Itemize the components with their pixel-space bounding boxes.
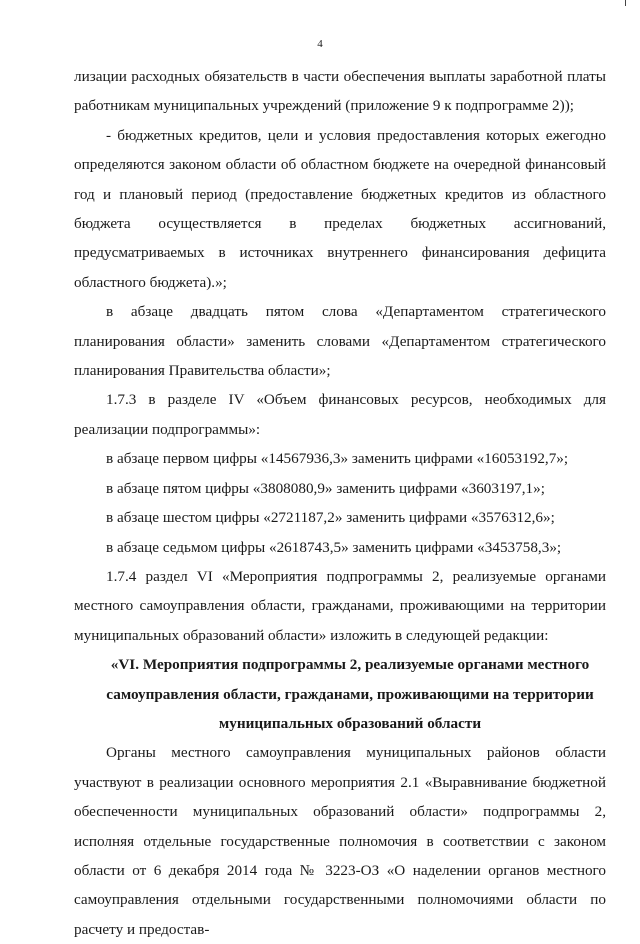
paragraph-1-7-3: 1.7.3 в разделе IV «Объем финансовых ресурсов, необходимых для реализации подпрограммы»: <box>74 391 606 438</box>
paragraph-budget-credits: - бюджетных кредитов, цели и условия предоставления которых ежегодно определяются законом области об областном бюджете на очередной финансовый год и плановый период (предоставление бюджетных кредитов из областного бюджета осуществляется в пределах бюджетных ассигнований, предусматриваемых в источниках внутреннего финансирования дефицита областного бюджета).»; <box>74 126 606 291</box>
paragraph-abzac-sixth: в абзаце шестом цифры «2721187,2» заменить цифрами «3576312,6»; <box>106 509 555 527</box>
section-heading: «VI. Мероприятия подпрограммы 2, реализуемые органами местного самоуправления области, гражданами, проживающими на территории муниципальных образований области <box>106 656 594 732</box>
paragraph-abzac-fifth: в абзаце пятом цифры «3808080,9» заменить цифрами «3603197,1»; <box>106 479 545 497</box>
document-body <box>74 62 606 944</box>
paragraph-abzac-first: в абзаце первом цифры «14567936,3» заменить цифрами «16053192,7»; <box>106 450 569 468</box>
paragraph-continuation: лизации расходных обязательств в части обеспечения выплаты заработной платы работникам муниципальных учреждений (приложение 9 к подпрограмме 2)); <box>74 68 606 115</box>
paragraph-1-7-4: 1.7.4 раздел VI «Мероприятия подпрограммы 2, реализуемые органами местного самоуправления области, гражданами, проживающими на территории муниципальных образований области» изложить в следующей редакции: <box>74 567 606 644</box>
page-number: 4 <box>317 38 323 50</box>
paragraph-local-authorities: Органы местного самоуправления муниципальных районов области участвуют в реализации основного мероприятия 2.1 «Выравнивание бюджетной обеспеченности муниципальных образований области» подпрограммы 2, исполняя отдельные государственные полномочия в соответствии с законом области от 6 декабря 2014 года № 3223-ОЗ «О наделении органов местного самоуправления отдельными государственными полномочиями области по расчету и предостав- <box>74 744 606 938</box>
corner-mark <box>625 0 626 6</box>
paragraph-twenty-fifth-abzac: в абзаце двадцать пятом слова «Департаментом стратегического планирования области» заменить словами «Департаментом стратегического планирования Правительства области»; <box>74 303 606 380</box>
paragraph-abzac-seventh: в абзаце седьмом цифры «2618743,5» заменить цифрами «3453758,3»; <box>106 538 562 556</box>
